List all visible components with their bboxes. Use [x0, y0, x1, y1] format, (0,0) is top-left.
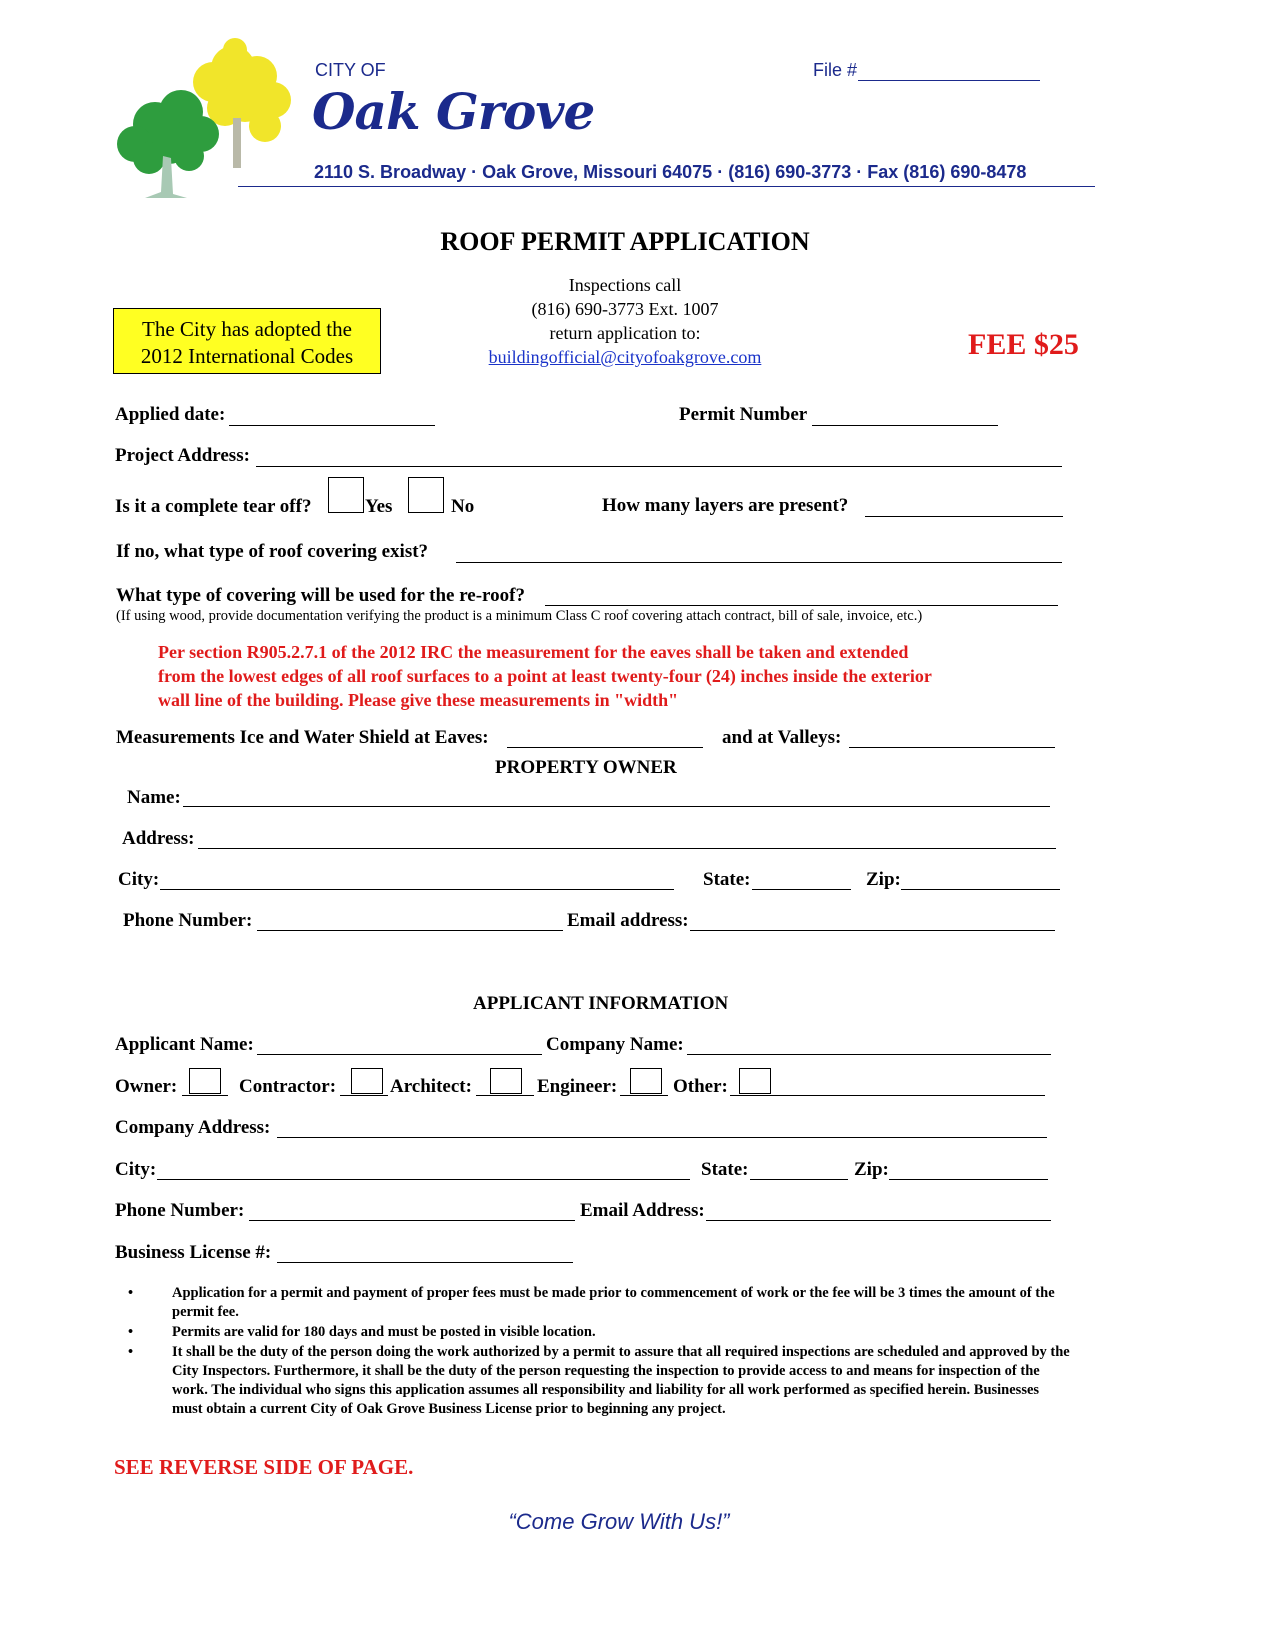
- owner-name-line: [183, 806, 1050, 807]
- applicant-city-line: [157, 1179, 690, 1180]
- role-architect-label: Architect:: [390, 1076, 472, 1097]
- applicant-city-label: City:: [115, 1159, 157, 1180]
- role-other-checkbox[interactable]: [739, 1068, 771, 1094]
- codes-notice-box: [113, 308, 381, 374]
- irc-notice-line1: Per section R905.2.7.1 of the 2012 IRC the measurement for the eaves shall be taken and extended: [158, 642, 909, 662]
- owner-city-line: [160, 889, 674, 890]
- owner-phone-label: Phone Number:: [123, 910, 253, 931]
- valleys-measurement-input[interactable]: [849, 725, 1055, 747]
- role-owner-checkbox[interactable]: [189, 1068, 221, 1094]
- owner-phone-line: [257, 930, 563, 931]
- applicant-name-input[interactable]: [257, 1032, 542, 1054]
- owner-state-input[interactable]: [752, 867, 851, 889]
- role-engineer-checkbox[interactable]: [630, 1068, 662, 1094]
- role-architect-checkbox[interactable]: [490, 1068, 522, 1094]
- permit-number-line: [812, 425, 998, 426]
- covering-exist-line: [456, 562, 1062, 563]
- owner-email-input[interactable]: [690, 908, 1055, 930]
- owner-zip-input[interactable]: [901, 867, 1060, 889]
- applicant-email-input[interactable]: [706, 1198, 1051, 1220]
- tear-off-yes-checkbox[interactable]: [328, 477, 364, 513]
- applicant-phone-label: Phone Number:: [115, 1200, 245, 1221]
- covering-exist-label: If no, what type of roof covering exist?: [116, 541, 429, 562]
- company-name-label: Company Name:: [546, 1034, 684, 1055]
- layers-line: [865, 516, 1063, 517]
- company-address-label: Company Address:: [115, 1117, 271, 1138]
- owner-state-line: [752, 889, 851, 890]
- layers-input[interactable]: [865, 494, 1063, 516]
- permit-note-item: • Application for a permit and payment of proper fees must be made prior to commencement of work or the fee will be 3 times the amount of the permit fee.: [128, 1285, 1055, 1320]
- business-license-input[interactable]: [277, 1240, 573, 1262]
- codes-notice-line1: The City has adopted the: [142, 317, 352, 341]
- role-engineer-underline: [620, 1095, 668, 1096]
- owner-state-label: State:: [703, 869, 751, 890]
- eaves-measurement-label: Measurements Ice and Water Shield at Eaves:: [116, 727, 489, 748]
- applicant-zip-input[interactable]: [889, 1157, 1048, 1179]
- owner-zip-label: Zip:: [866, 869, 901, 890]
- header-rule: [238, 186, 1095, 187]
- owner-name-label: Name:: [127, 787, 181, 808]
- applied-date-line: [229, 425, 435, 426]
- covering-reroof-label: What type of covering will be used for the re-roof?: [116, 585, 525, 606]
- owner-email-line: [690, 930, 1055, 931]
- applicant-zip-line: [889, 1179, 1048, 1180]
- valleys-measurement-label: and at Valleys:: [722, 727, 842, 748]
- applicant-name-label: Applicant Name:: [115, 1034, 254, 1055]
- inspections-return: return application to:: [549, 323, 701, 343]
- layers-label: How many layers are present?: [602, 495, 849, 516]
- applied-date-input[interactable]: [229, 403, 435, 425]
- inspections-line1: Inspections call: [568, 275, 682, 295]
- business-license-label: Business License #:: [115, 1242, 272, 1263]
- permit-number-input[interactable]: [812, 403, 998, 425]
- wood-documentation-note: (If using wood, provide documentation verifying the product is a minimum Class C roof covering attach contract, bill of sale, invoice, etc.): [116, 608, 923, 624]
- covering-reroof-line: [545, 605, 1058, 606]
- owner-city-label: City:: [118, 869, 160, 890]
- city-address-line: 2110 S. Broadway · Oak Grove, Missouri 64075 · (816) 690-3773 · Fax (816) 690-8478: [314, 162, 1027, 182]
- irc-notice-line3: wall line of the building. Please give these measurements in "width": [158, 690, 679, 710]
- owner-zip-line: [901, 889, 1060, 890]
- file-number-line: [858, 80, 1040, 81]
- project-address-line: [256, 466, 1062, 467]
- eaves-measurement-input[interactable]: [507, 725, 703, 747]
- business-license-line: [277, 1262, 573, 1263]
- project-address-input[interactable]: [256, 444, 1062, 466]
- property-owner-heading: PROPERTY OWNER: [495, 757, 677, 778]
- tear-off-no-checkbox[interactable]: [408, 477, 444, 513]
- owner-address-input[interactable]: [198, 826, 1056, 848]
- tear-off-no-label: No: [451, 496, 475, 517]
- valleys-measurement-line: [849, 747, 1055, 748]
- role-other-label: Other:: [673, 1076, 728, 1097]
- covering-reroof-input[interactable]: [545, 583, 1058, 605]
- owner-phone-input[interactable]: [257, 908, 563, 930]
- owner-name-input[interactable]: [183, 784, 1050, 806]
- role-other-input[interactable]: [775, 1073, 1045, 1095]
- applicant-state-label: State:: [701, 1159, 749, 1180]
- oak-grove-tree-logo: [115, 38, 300, 203]
- applicant-name-line: [257, 1054, 542, 1055]
- company-address-input[interactable]: [277, 1115, 1047, 1137]
- tear-off-label: Is it a complete tear off?: [115, 496, 312, 517]
- reverse-side-notice: SEE REVERSE SIDE OF PAGE.: [114, 1455, 414, 1479]
- permit-notes-list: [122, 1284, 1072, 1420]
- inspections-email-link[interactable]: buildingofficial@cityofoakgrove.com: [488, 347, 762, 367]
- permit-note-item: • It shall be the duty of the person doing the work authorized by a permit to assure that all required inspections are scheduled and approved by the City Inspectors. Furthermore, it shall be the duty of the person requesting the inspection to provide access to and means for inspection of the work. The individual who signs this application assumes all responsibility and liability for all work performed as specified herein. Businesses must obtain a current City of Oak Grove Business License prior to beginning any project.: [128, 1344, 1070, 1417]
- inspections-phone: (816) 690-3773 Ext. 1007: [531, 299, 719, 319]
- role-architect-underline: [476, 1095, 534, 1096]
- permit-number-label: Permit Number: [679, 404, 808, 425]
- fee-label: FEE $25: [968, 328, 1079, 361]
- applicant-city-input[interactable]: [157, 1157, 690, 1179]
- applicant-info-heading: APPLICANT INFORMATION: [473, 993, 729, 1014]
- file-number-label: File #: [813, 60, 858, 80]
- company-address-line: [277, 1137, 1047, 1138]
- role-contractor-label: Contractor:: [239, 1076, 337, 1097]
- company-name-input[interactable]: [687, 1032, 1051, 1054]
- applicant-zip-label: Zip:: [854, 1159, 889, 1180]
- applicant-phone-input[interactable]: [249, 1198, 575, 1220]
- applicant-state-input[interactable]: [750, 1157, 848, 1179]
- file-number-input[interactable]: [858, 58, 1040, 80]
- applicant-state-line: [750, 1179, 848, 1180]
- applied-date-label: Applied date:: [115, 404, 226, 425]
- role-engineer-label: Engineer:: [537, 1076, 618, 1097]
- role-contractor-underline: [340, 1095, 388, 1096]
- owner-address-label: Address:: [122, 828, 195, 849]
- owner-city-input[interactable]: [160, 867, 674, 889]
- owner-address-line: [198, 848, 1056, 849]
- company-name-line: [687, 1054, 1051, 1055]
- codes-notice-line2: 2012 International Codes: [140, 344, 354, 368]
- project-address-label: Project Address:: [115, 445, 250, 466]
- role-owner-underline: [182, 1095, 228, 1096]
- slogan: “Come Grow With Us!”: [508, 1509, 730, 1534]
- eaves-measurement-line: [507, 747, 703, 748]
- role-other-underline: [730, 1095, 1045, 1096]
- tear-off-yes-label: Yes: [365, 496, 393, 517]
- role-owner-label: Owner:: [115, 1076, 178, 1097]
- applicant-email-label: Email Address:: [580, 1200, 705, 1221]
- irc-notice: [158, 640, 932, 712]
- applicant-email-line: [706, 1220, 1051, 1221]
- covering-exist-input[interactable]: [456, 540, 1062, 562]
- city-of-label: CITY OF: [315, 60, 386, 80]
- city-name-logotype: Oak Grove: [312, 82, 595, 141]
- page-title: ROOF PERMIT APPLICATION: [440, 227, 810, 256]
- irc-notice-line2: from the lowest edges of all roof surfaces to a point at least twenty-four (24) inches inside the exterior: [158, 666, 932, 686]
- owner-email-label: Email address:: [567, 910, 689, 931]
- permit-note-item: • Permits are valid for 180 days and must be posted in visible location.: [128, 1324, 596, 1340]
- role-contractor-checkbox[interactable]: [351, 1068, 383, 1094]
- applicant-phone-line: [249, 1220, 575, 1221]
